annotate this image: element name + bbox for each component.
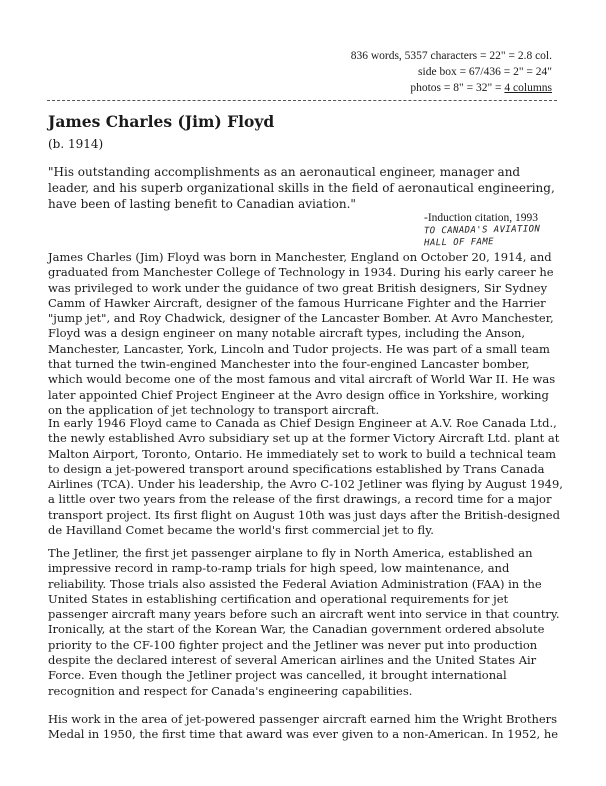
induction-quote: "His outstanding accomplishments as an aeronautical engineer, manager and leader, and his superb organizational skills in the field of aeronautical engineering, have been of lasting benefit to Canadian aviation." xyxy=(48,165,555,211)
stats-photos-prefix: photos = 8" = 32" = xyxy=(410,82,505,94)
body-paragraph: In early 1946 Floyd came to Canada as Chief Design Engineer at A.V. Roe Canada Ltd., the newly established Avro subsidiary set up at the former Victory Aircraft Ltd. plant at Malton Airport, Toronto, Ontario. He immediately set to work to build a technical team to design a jet-powered transport around specifications established by Trans Canada Airlines (TCA). Under his leadership, the Avro C-102 Jetliner was flying by August 1949, a little over two years from the release of the first drawings, a record time for a major transport project. Its first flight on August 10th was just days after the British-designed de Havilland Comet became the world's first commercial jet to fly. xyxy=(48,416,563,538)
article-title: James Charles (Jim) Floyd xyxy=(48,112,275,131)
handwritten-line-1: TO CANADA'S AVIATION xyxy=(423,224,541,237)
stats-line-sidebox: side box = 67/436 = 2" = 24" xyxy=(418,66,552,78)
stats-photos-columns: 4 columns xyxy=(504,82,552,94)
stats-line-photos xyxy=(351,80,552,96)
citation-source: -Induction citation, 1993 xyxy=(424,212,539,224)
handwritten-annotation xyxy=(424,223,584,250)
body-paragraph: His work in the area of jet-powered passenger aircraft earned him the Wright Brothers Medal in 1950, the first time that award was ever given to a non-American. In 1952, he xyxy=(48,712,559,742)
dashed-divider xyxy=(47,100,557,101)
body-paragraph: The Jetliner, the first jet passenger airplane to fly in North America, established an impressive record in ramp-to-ramp trials for high speed, low maintenance, and reliability. Those trials also assisted the Federal Aviation Administration (FAA) in the United States in establishing certification and operational requirements for jet passenger aircraft many years before such an aircraft went into service in that country. Ironically, at the start of the Korean War, the Canadian government ordered absolute priority to the CF-100 fighter project and the Jetliner was never put into production despite the declared interest of several American airlines and the United States Air Force. Even though the Jetliner project was cancelled, it brought international recognition and respect for Canada's engineering capabilities. xyxy=(48,546,560,698)
body-paragraph: James Charles (Jim) Floyd was born in Manchester, England on October 20, 1914, and graduated from Manchester College of Technology in 1934. During his early career he was privileged to work under the guidance of two great British designers, Sir Sydney Camm of Hawker Aircraft, designer of the famous Hurricane Fighter and the Harrier "jump jet", and Roy Chadwick, designer of the Lancaster Bomber. At Avro Manchester, Floyd was a design engineer on many notable aircraft types, including the Anson, Manchester, Lancaster, York, Lincoln and Tudor projects. He was part of a small team that turned the twin-engined Manchester into the four-engined Lancaster bomber, which would become one of the most famous and vital aircraft of World War II. He was later appointed Chief Project Engineer at the Avro design office in Yorkshire, working on the application of jet technology to transport aircraft. xyxy=(48,250,556,417)
birth-year: (b. 1914) xyxy=(48,137,104,151)
handwritten-line-2: HALL OF FAME xyxy=(424,237,495,249)
stats-line-words: 836 words, 5357 characters = 22" = 2.8 col. xyxy=(350,50,552,62)
header-stats xyxy=(351,48,552,96)
